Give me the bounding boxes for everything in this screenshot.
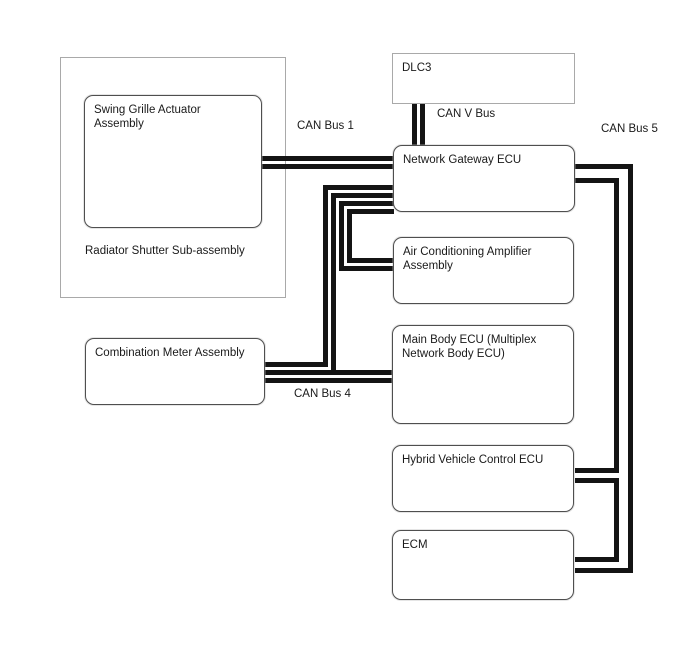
air-conditioning-amplifier-assembly-label: Air Conditioning Amplifier Assembly bbox=[403, 246, 532, 273]
bus-line-segment bbox=[614, 178, 619, 473]
bus-line-segment bbox=[347, 258, 394, 263]
bus-line-segment bbox=[575, 178, 619, 183]
bus-line-segment bbox=[628, 164, 633, 573]
bus-line-segment bbox=[420, 104, 425, 145]
bus-line-segment bbox=[575, 568, 633, 573]
ecm-label: ECM bbox=[402, 539, 428, 551]
main-body-ecu-label: Main Body ECU (Multiplex Network Body ECU) bbox=[402, 334, 537, 361]
bus-line-segment bbox=[331, 193, 336, 375]
can-bus-4-label: CAN Bus 4 bbox=[294, 388, 351, 400]
main-body-ecu-box bbox=[392, 325, 574, 424]
bus-line-segment bbox=[323, 185, 394, 190]
dlc3-box bbox=[392, 53, 575, 104]
hybrid-vehicle-control-ecu-label: Hybrid Vehicle Control ECU bbox=[402, 454, 544, 466]
ecm-box bbox=[392, 530, 574, 600]
bus-line-segment bbox=[575, 164, 633, 169]
bus-line-segment bbox=[262, 156, 394, 161]
bus-line-segment bbox=[575, 468, 619, 473]
bus-line-segment bbox=[323, 185, 328, 367]
bus-line-segment bbox=[262, 164, 394, 169]
air-conditioning-amplifier-assembly-box bbox=[393, 237, 574, 304]
can-bus-5-label: CAN Bus 5 bbox=[601, 123, 658, 135]
radiator-shutter-subassembly-label: Radiator Shutter Sub-assembly bbox=[85, 245, 245, 257]
swing-grille-actuator-assembly-label: Swing Grille Actuator Assembly bbox=[94, 104, 201, 131]
can-bus-1-label: CAN Bus 1 bbox=[297, 120, 354, 132]
can-v-bus-label: CAN V Bus bbox=[437, 108, 496, 120]
hybrid-vehicle-control-ecu-box bbox=[392, 445, 574, 512]
bus-line-segment bbox=[331, 193, 394, 198]
bus-line-segment bbox=[339, 201, 344, 271]
combination-meter-assembly-label: Combination Meter Assembly bbox=[95, 347, 245, 359]
bus-line-segment bbox=[347, 209, 352, 263]
bus-line-segment bbox=[339, 201, 394, 206]
swing-grille-actuator-assembly-box bbox=[84, 95, 262, 228]
network-gateway-ecu-box bbox=[393, 145, 575, 212]
bus-line-segment bbox=[412, 104, 417, 145]
bus-line-segment bbox=[265, 362, 328, 367]
bus-line-segment bbox=[575, 478, 619, 483]
bus-line-segment bbox=[339, 266, 394, 271]
dlc3-label: DLC3 bbox=[402, 62, 432, 74]
bus-line-segment bbox=[575, 557, 619, 562]
network-gateway-ecu-label: Network Gateway ECU bbox=[403, 154, 522, 166]
bus-line-segment bbox=[347, 209, 394, 214]
bus-line-segment bbox=[614, 478, 619, 562]
bus-line-segment bbox=[265, 378, 394, 383]
bus-line-segment bbox=[265, 370, 394, 375]
combination-meter-assembly-box bbox=[85, 338, 265, 405]
